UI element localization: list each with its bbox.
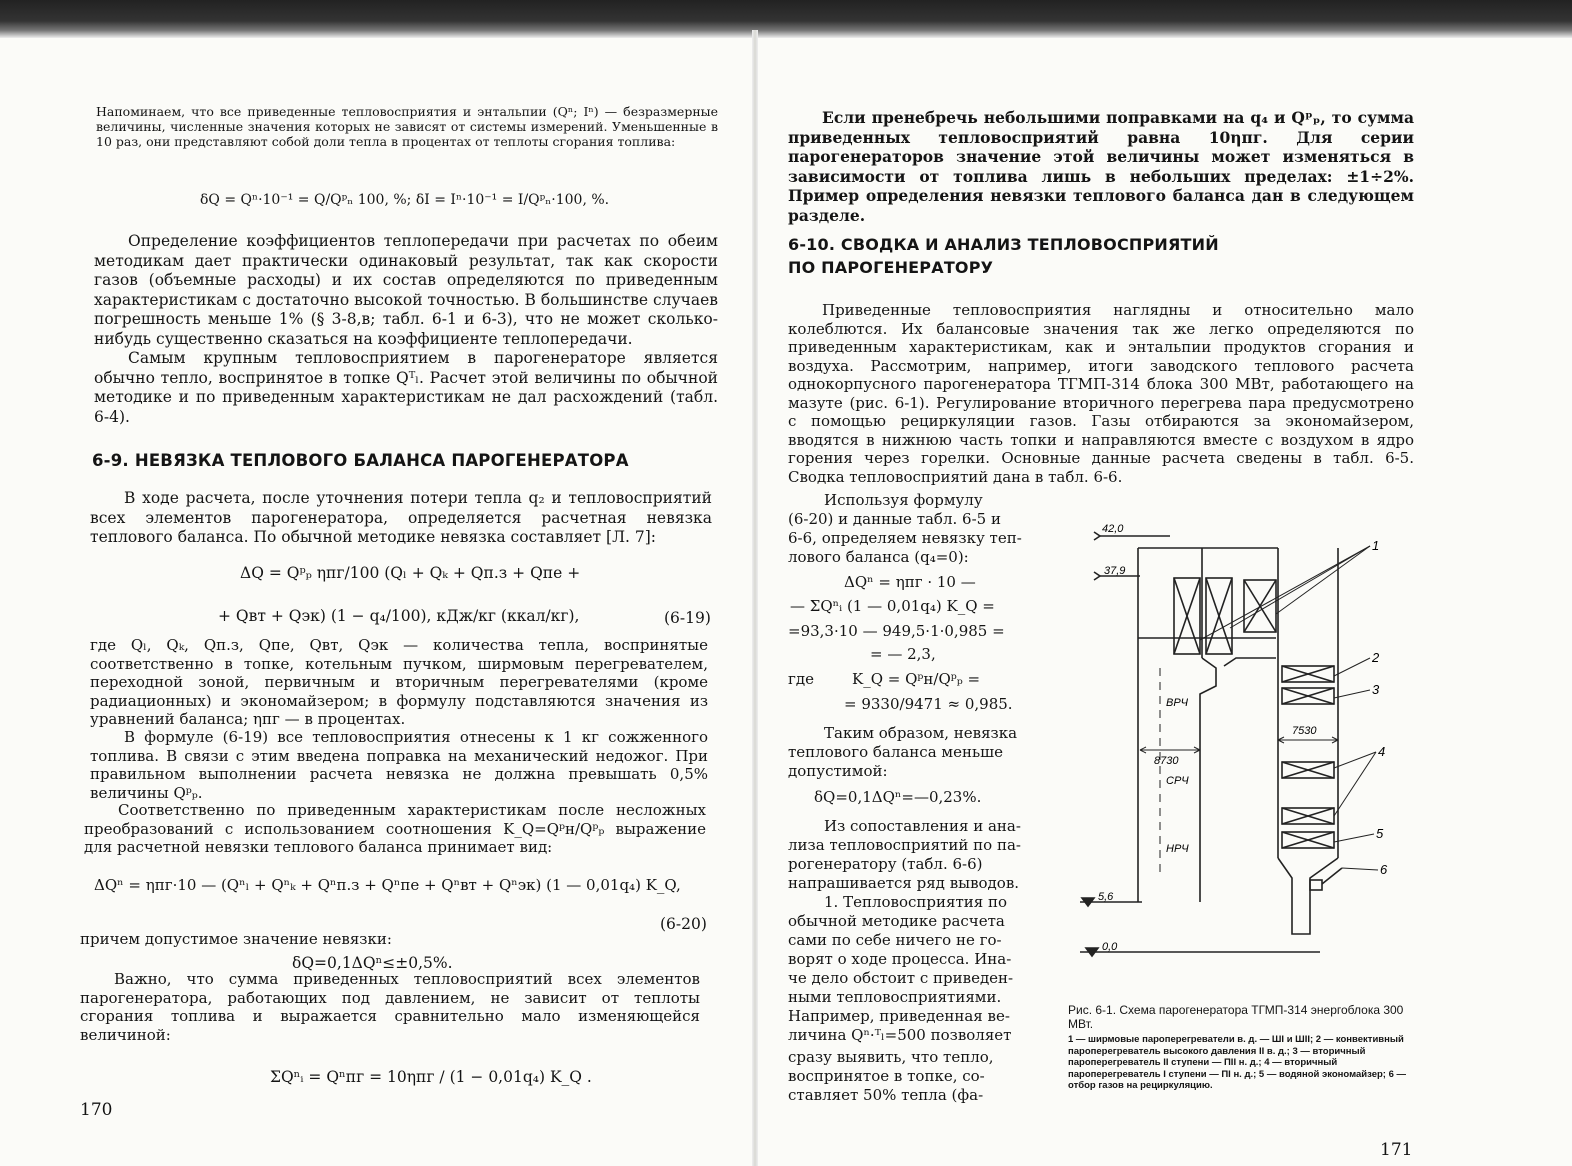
- conclusion-line: допустимой:: [788, 762, 888, 780]
- list-line: обычной методике расчета: [788, 912, 1005, 930]
- callout-number: 2: [1372, 650, 1380, 665]
- list-line: сразу выявить, что тепло,: [788, 1048, 994, 1066]
- level-label: 0,0: [1102, 941, 1118, 953]
- paragraph-summary-analysis: Приведенные тепловосприятия наглядны и относительно мало колеблются. Их балансовые значения так же легко определяются по приведенным характеристикам, как и энтальпии продуктов сгорания и воздуха. Рассмотрим, например, итоги заводского теплового расчета однокорпусного парогенератора ТГМП-314 блока 300 МВт, работающего на мазуте (рис. 6-1). Регулирование вторичного перегрева пара предусмотрено с помощью рециркуляции газов. Газы отбираются за экономайзером, вводятся в нижнюю часть топки и направляются вместе с воздухом в ядро горения через горелки. Основные данные расчета сведены в табл. 6-5. Сводка тепловосприятий дана в табл. 6-6.: [788, 301, 1414, 486]
- list-line: рогенератору (табл. 6-6): [788, 855, 983, 873]
- where-label: где: [788, 670, 814, 688]
- zone-label: ВРЧ: [1166, 697, 1189, 709]
- figure-caption-title: Рис. 6-1. Схема парогенератора ТГМП-314 энергоблока 300 МВт.: [1068, 1003, 1404, 1031]
- dimension-8730: [1140, 747, 1200, 753]
- paragraph-reduced-imbalance: Соответственно по приведенным характеристикам после несложных преобразований с использованием соотношения K_Q=Qᵖн/Qᵖₚ выражение для расчетной невязки теплового баланса принимает вид:: [84, 801, 706, 856]
- list-line: 1. Тепловосприятия по: [824, 893, 1008, 911]
- conclusion-line: теплового баланса меньше: [788, 743, 1003, 761]
- zone-label: СРЧ: [1166, 775, 1189, 787]
- dimension-label: 8730: [1154, 755, 1179, 767]
- boiler-diagram: [1080, 518, 1416, 970]
- zone-label: НРЧ: [1166, 843, 1189, 855]
- list-line: воспринятое в топке, со-: [788, 1067, 985, 1085]
- list-line: че дело обстоит с приведен-: [788, 969, 1014, 987]
- list-line: сами по себе ничего не го-: [788, 931, 1002, 949]
- figure-caption-legend: 1 — ширмовые пароперегреватели в. д. — ШI и ШII; 2 — конвективный пароперегреватель высокого давления II в. д.; 3 — вторичный пароперегреватель II ступени — ПII н. д.; 4 — вторичный пароперегреватель I ступени — ПI н. д.; 5 — водяной экономайзер; 6 — отбор газов на рециркуляцию.: [1068, 1034, 1407, 1091]
- calc-line: = — 2,3,: [870, 645, 936, 663]
- callout-number: 5: [1376, 826, 1384, 841]
- superheater-hp-2: [1282, 666, 1334, 682]
- section-heading-6-10-line1: 6-10. СВОДКА И АНАЛИЗ ТЕПЛОВОСПРИЯТИЙ: [788, 235, 1219, 254]
- gas-recirculation-offtake: [1310, 868, 1342, 890]
- calc-line: =93,3·10 — 949,5·1·0,985 =: [788, 622, 1005, 640]
- level-label: 5,6: [1098, 891, 1114, 903]
- equation-6-19-line2: + Qвт + Qэк) (1 − q₄/100), кДж/кг (ккал/кг),: [218, 607, 580, 625]
- equation-6-19-line1: ΔQ = Qᵖₚ ηпг/100 (Qₗ + Qₖ + Qп.з + Qпе +: [240, 564, 581, 582]
- list-line: ными тепловосприятиями.: [788, 988, 1002, 1006]
- economizer: [1282, 832, 1334, 848]
- kq-line: = 9330/9471 ≈ 0,985.: [844, 695, 1013, 713]
- callout-number: 4: [1378, 744, 1386, 759]
- calc-line: — ΣQⁿᵢ (1 — 0,01q₄) K_Q =: [790, 597, 995, 615]
- list-line: лиза тепловосприятий по па-: [788, 836, 1021, 854]
- intro-paragraph: Напоминаем, что все приведенные тепловосприятия и энтальпии (Qⁿ; Iⁿ) — безразмерные величины, численные значения которых не зависят от системы измерений. Уменьшенные в 10 раз, они представляют собой доли тепла в процентах от теплоты сгорания топлива:: [96, 104, 718, 149]
- equation-number-6-20: (6-20): [660, 915, 707, 933]
- equation-6-20: ΔQⁿ = ηпг·10 — (Qⁿₗ + Qⁿₖ + Qⁿп.з + Qⁿпе + Qⁿвт + Qⁿэк) (1 — 0,01q₄) K_Q,: [94, 876, 681, 894]
- list-line: личина Qⁿ·ᵀₗ=500 позволяет: [788, 1026, 1012, 1044]
- level-label: 42,0: [1102, 523, 1124, 535]
- column-line: Используя формулу: [824, 491, 983, 509]
- paragraph-heat-terms: где Qₗ, Qₖ, Qп.з, Qпе, Qвт, Qэк — количества тепла, воспринятые соответственно в топке, котельным пучком, ширмовым перегревателем, переходной зоной, первичным и вторичным перегревателями (кроме радиационных) и экономайзером; в формулу подставляются значения из уравнений баланса; ηпг — в процентах.: [90, 636, 708, 728]
- paragraph-furnace-heat: Самым крупным тепловосприятием в парогенераторе является обычно тепло, воспринятое в топке Qᵀₗ. Расчет этой величины по обычной методике и по приведенным характеристикам не дал расхождений (табл. 6-4).: [94, 349, 718, 426]
- paragraph-heat-transfer: Определение коэффициентов теплопередачи при расчетах по обеим методикам дает практически одинаковый результат, так как скорости газов (объемные расходы) и их состав определяются по приведенным характеристикам с достаточно высокой точностью. В большинстве случаев погрешность меньше 1% (§ 3-8,в; табл. 6-1 и 6-3), что не может сколько-нибудь существенно сказаться на коэффициенте теплопередачи.: [94, 232, 718, 348]
- dimension-label: 7530: [1292, 725, 1317, 737]
- callout-number: 6: [1380, 862, 1388, 877]
- kq-line: K_Q = Qᵖн/Qᵖₚ =: [852, 670, 981, 688]
- callout-number: 1: [1372, 538, 1380, 553]
- equation-permissible-imbalance: δQ=0,1ΔQⁿ≤±0,5%.: [292, 954, 453, 972]
- page-number-right: 171: [1380, 1140, 1413, 1160]
- reheater-stage-2: [1282, 688, 1334, 704]
- reheater-stage-1-b: [1282, 808, 1334, 824]
- column-line: 6-6, определяем невязку теп-: [788, 529, 1022, 547]
- right-page: [758, 0, 1572, 1166]
- list-line: ворят о ходе процесса. Ина-: [788, 950, 1012, 968]
- paragraph-underburn: В формуле (6-19) все тепловосприятия отнесены к 1 кг сожженного топлива. В связи с этим введена поправка на механический недожог. При правильном выполнении расчета невязка не должна превышать 0,5% величины Qᵖₚ.: [90, 728, 708, 802]
- list-line: ставляет 50% тепла (фа-: [788, 1086, 984, 1104]
- reheater-stage-1-a: [1282, 762, 1334, 778]
- calc-line: ΔQⁿ = ηпг · 10 —: [844, 573, 976, 591]
- section-heading-6-10-line2: ПО ПАРОГЕНЕРАТОРУ: [788, 258, 994, 277]
- left-page: [0, 0, 752, 1166]
- section-heading-6-9: 6-9. НЕВЯЗКА ТЕПЛОВОГО БАЛАНСА ПАРОГЕНЕРАТОРА: [92, 451, 629, 470]
- paragraph-sum-remarks: Если пренебречь небольшими поправками на q₄ и Qᵖₚ, то сумма приведенных тепловосприятий равна 10ηпг. Для серии парогенераторов значение этой величины может изменяться в зависимости от топлива лишь в небольших пределах: ±1÷2%. Пример определения невязки теплового баланса дан в следующем разделе.: [788, 108, 1414, 225]
- paragraph-permissible: причем допустимое значение невязки:: [80, 930, 392, 948]
- screen-superheater-1: [1174, 578, 1200, 654]
- list-line: напрашивается ряд выводов.: [788, 874, 1020, 892]
- formula-relative-heat: δQ = Qⁿ·10⁻¹ = Q/Qᵖₙ 100, %; δI = Iⁿ·10⁻¹ = I/Qᵖₙ·100, %.: [200, 192, 610, 208]
- level-label: 37,9: [1104, 565, 1126, 577]
- conclusion-line: Таким образом, невязка: [824, 724, 1018, 742]
- paragraph-sum-heat: Важно, что сумма приведенных тепловосприятий всех элементов парогенератора, работающих под давлением, не зависит от теплоты сгорания топлива и выражается сравнительно мало изменяющейся величиной:: [80, 970, 700, 1044]
- list-line: Из сопоставления и ана-: [824, 817, 1021, 835]
- screen-superheater-2: [1206, 578, 1232, 654]
- equation-number-6-19: (6-19): [664, 609, 711, 627]
- top-outlet: [1244, 580, 1276, 632]
- equation-sum-reduced-heat: ΣQⁿᵢ = Qⁿпг = 10ηпг / (1 − 0,01q₄) K_Q .: [270, 1068, 592, 1086]
- dimension-7530: [1278, 737, 1338, 743]
- page-number-left: 170: [80, 1100, 113, 1120]
- list-line: Например, приведенная ве-: [788, 1007, 1010, 1025]
- column-line: (6-20) и данные табл. 6-5 и: [788, 510, 1001, 528]
- column-line: лового баланса (q₄=0):: [788, 548, 969, 566]
- callout-number: 3: [1372, 682, 1380, 697]
- paragraph-imbalance-intro: В ходе расчета, после уточнения потери тепла q₂ и тепловосприятий всех элементов парогенератора, определяется расчетная невязка теплового баланса. По обычной методике невязка составляет [Л. 7]:: [90, 489, 712, 546]
- delta-q-result: δQ=0,1ΔQⁿ=—0,23%.: [814, 788, 982, 806]
